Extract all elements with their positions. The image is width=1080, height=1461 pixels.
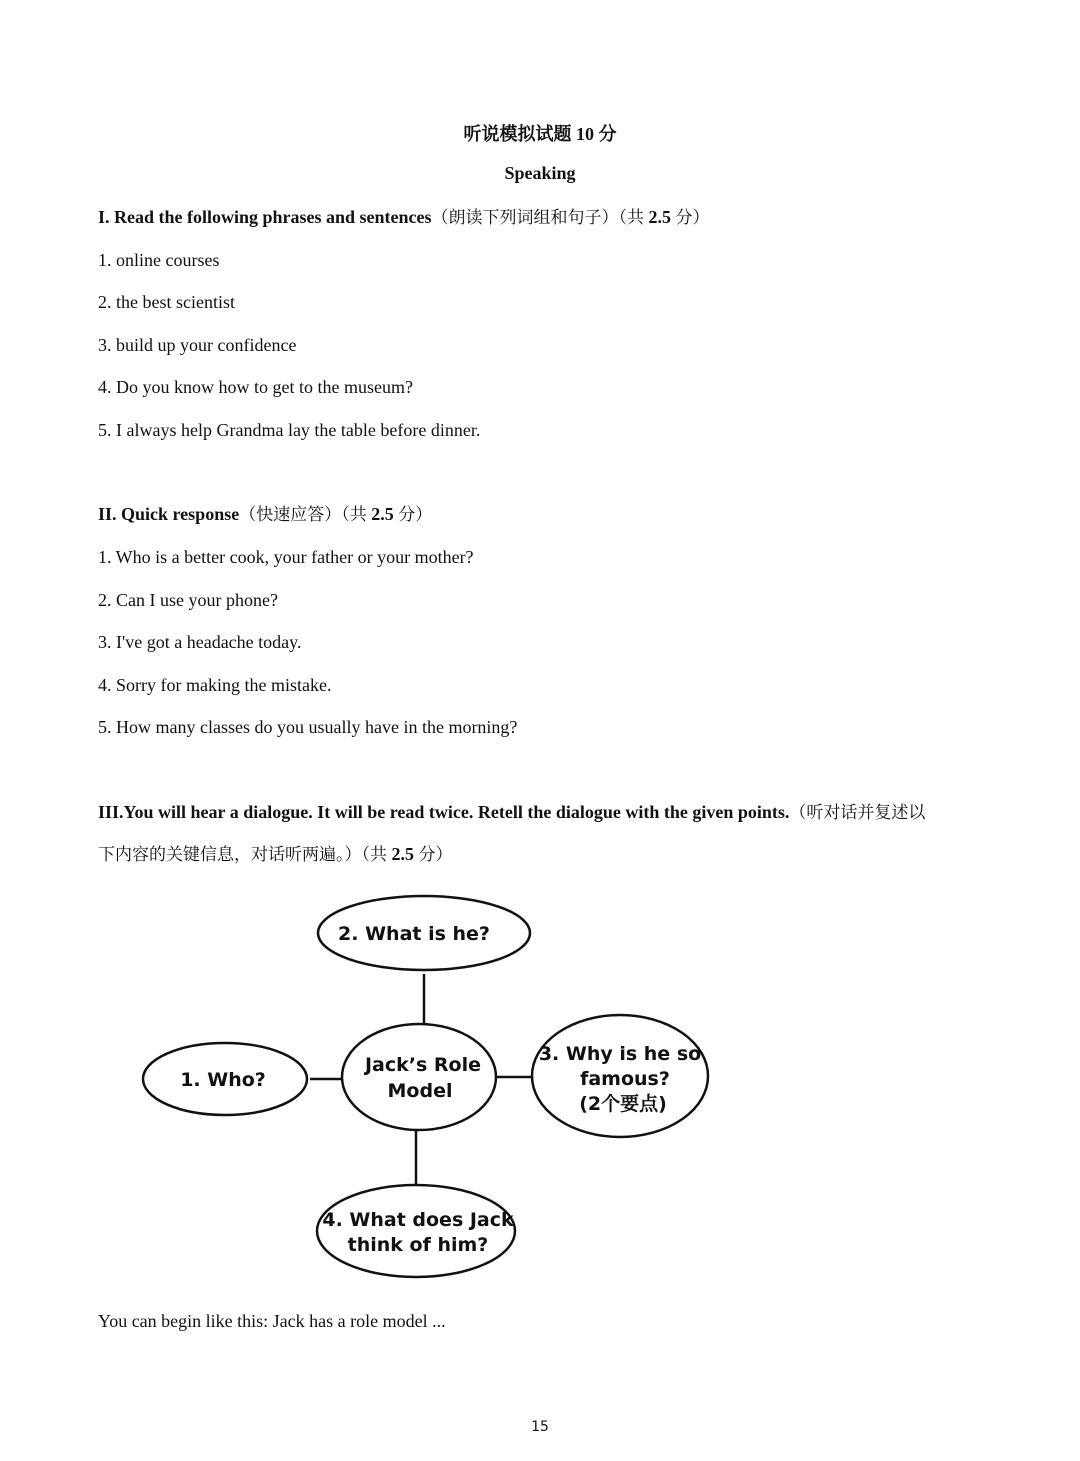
section3-heading-end: 分） — [418, 845, 453, 865]
section1-heading-en: I. Read the following phrases and sentences — [98, 207, 432, 227]
section2-heading-cn: （快速应答）（共 — [239, 505, 367, 525]
section3-heading-cn1: （听对话并复述以 — [789, 803, 926, 823]
section1-item: 2. the best scientist — [98, 292, 235, 312]
section3-heading-en: III.You will hear a dialogue. It will be read twice. Retell the dialogue with the given points. — [98, 802, 790, 822]
section2-item: 5. How many classes do you usually have in the morning? — [98, 717, 518, 737]
page-number: 15 — [531, 1419, 549, 1435]
section2-heading-end: 分） — [398, 505, 433, 525]
node-left-label: 1. Who? — [180, 1069, 266, 1091]
node-right-label-3: (2个要点) — [579, 1093, 667, 1115]
section2-heading-en: II. Quick response — [98, 504, 240, 524]
node-center-label-1: Jack’s Role — [364, 1054, 482, 1076]
section3-heading-score: 2.5 — [391, 844, 414, 864]
section3-prompt: You can begin like this: Jack has a role model ... — [98, 1311, 446, 1331]
node-center-label-2: Model — [387, 1080, 453, 1102]
mind-map-diagram — [130, 888, 730, 1288]
page-title: 听说模拟试题 10 分 — [463, 124, 617, 144]
section2-heading — [98, 502, 432, 527]
section1-heading-end: 分） — [675, 208, 710, 228]
section1-heading-cn: （朗读下列词组和句子）（共 — [431, 208, 645, 228]
section2-heading-score: 2.5 — [371, 504, 394, 524]
section3-heading-line2 — [98, 842, 453, 867]
section2-item: 2. Can I use your phone? — [98, 590, 278, 610]
section2-item: 3. I've got a headache today. — [98, 632, 302, 652]
section3-heading-line1 — [98, 800, 925, 825]
section1-item: 5. I always help Grandma lay the table before dinner. — [98, 420, 481, 440]
node-bottom — [317, 1185, 515, 1277]
node-right-label-2: famous? — [580, 1068, 670, 1090]
node-bottom-label-1: 4. What does Jack — [322, 1209, 514, 1231]
section1-item: 3. build up your confidence — [98, 335, 297, 355]
node-top-label: 2. What is he? — [338, 923, 490, 945]
node-center — [342, 1024, 496, 1130]
section1-item: 1. online courses — [98, 250, 220, 270]
section1-item: 4. Do you know how to get to the museum? — [98, 377, 413, 397]
section2-item: 4. Sorry for making the mistake. — [98, 675, 332, 695]
section1-heading — [98, 205, 710, 230]
section2-item: 1. Who is a better cook, your father or your mother? — [98, 547, 474, 567]
section1-heading-score: 2.5 — [648, 207, 672, 227]
node-right-label-1: 3. Why is he so — [538, 1043, 702, 1065]
node-bottom-label-2: think of him? — [347, 1234, 489, 1256]
section3-heading-cn2: 下内容的关键信息，对话听两遍。）（共 — [98, 845, 387, 865]
page-subtitle: Speaking — [504, 163, 576, 183]
